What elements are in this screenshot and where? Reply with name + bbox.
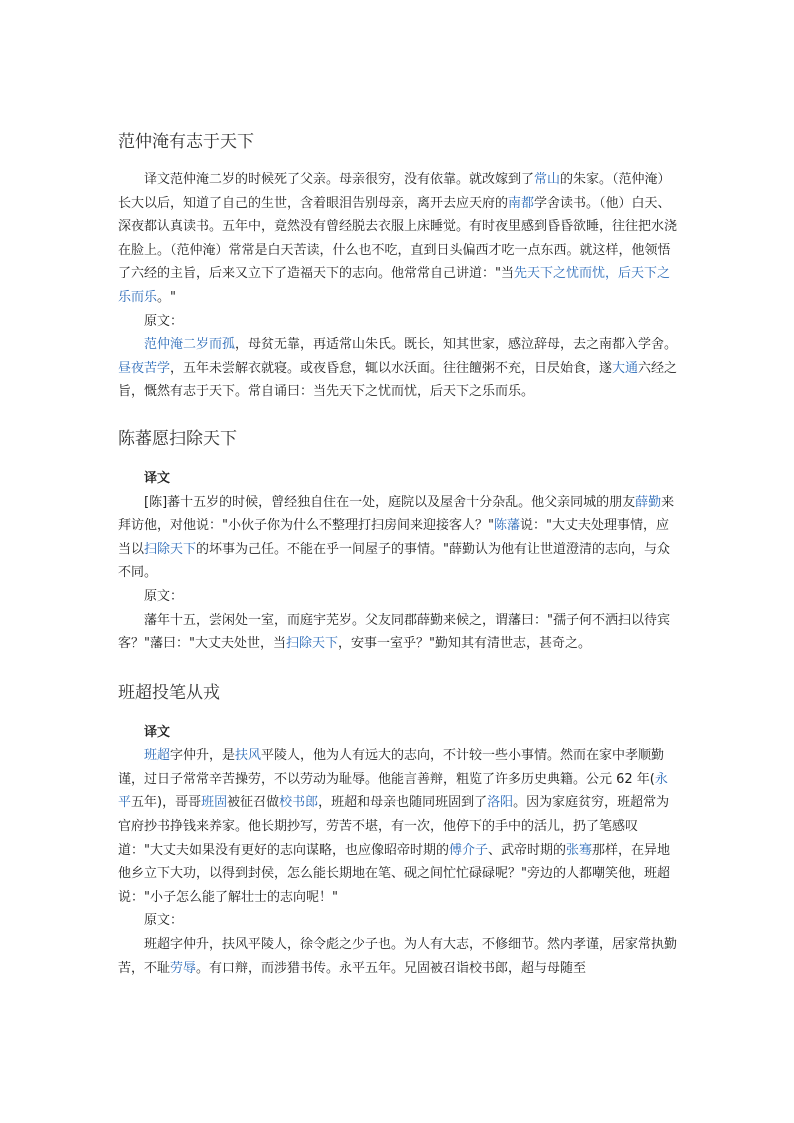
text-run: 来拜访他，对他说："小伙子你为什么不整理打扫房间来迎接客人？" <box>118 494 675 534</box>
translation-label: 译文 <box>144 724 171 740</box>
document-body <box>118 128 678 980</box>
text-run: 。因为家庭贫穷，班超常为官府抄书挣钱来养家。他长期抄写，劳苦不堪，有一次，他停下的手中的活儿，扔了笔感叹道："大丈夫如果没有更好的志向谋略，也应像昭帝时期的 <box>118 795 670 858</box>
text-run: 平陵人，他为人有远大的志向，不计较一些小事情。然而在家中孝顺勤谨，过日子常常辛苦操劳，不以劳动为耻辱。他能言善辩，粗览了许多历史典籍。公元 62 年( <box>118 748 665 787</box>
original-paragraph <box>118 333 678 404</box>
text-link[interactable]: 张骞 <box>566 842 593 858</box>
original-paragraph <box>118 933 678 980</box>
text-link[interactable]: 常山 <box>534 172 561 187</box>
text-run: 那样，在异地他乡立下大功，以得到封侯，怎么能长期地在笔、砚之间忙忙碌碌呢？"旁边的人都嘲笑他，班超说："小子怎么能了解壮士的志向呢！" <box>118 842 671 905</box>
text-run: 的坏事为己任。不能在乎一间屋子的事情。"薛勤认为他有让世道澄清的志向，与众不同。 <box>118 541 671 581</box>
original-label: 原文： <box>144 913 184 929</box>
text-run: 班超字仲升，扶风平陵人，徐令彪之少子也。为人有大志，不修细节。然内孝谨，居家常执勤苦，不耻 <box>118 937 678 976</box>
text-run: 藩年十五，尝闲处一室，而庭宇芜岁。父友同郡薛勤来候之，谓藩曰："孺子何不洒扫以待宾客？"藩曰："大丈夫处世，当 <box>118 612 670 652</box>
text-run: [陈]蕃十五岁的时候，曾经独自住在一处，庭院以及屋舍十分杂乱。他父亲同城的朋友 <box>144 494 636 510</box>
text-link[interactable]: 洛阳 <box>487 795 514 811</box>
text-link[interactable]: 大通 <box>612 360 639 376</box>
section-title: 陈蕃愿扫除天下 <box>118 428 237 449</box>
text-link[interactable]: 先天下之忧而忧，后天下之乐而乐 <box>118 266 670 305</box>
translation-paragraph <box>118 491 678 585</box>
text-link[interactable]: 范仲淹二岁而孤 <box>144 337 236 353</box>
text-link[interactable]: 扫除天下 <box>144 541 197 557</box>
translation-paragraph <box>118 744 678 909</box>
text-run: 学舍读书。（他）白天、深夜都认真读书。五年中，竟然没有曾经脱去衣服上床睡觉。有时夜里感到昏昏欲睡，往往把水浇在脸上。（范仲淹）常常是白天苦读，什么也不吃，直到日头偏西才吃一点东西。就这样，他领悟了六经的主旨，后来又立下了造福天下的志向。他常常自己讲道："当 <box>118 195 678 282</box>
text-run: ，母贫无靠，再适常山朱氏。既长，知其世家，感泣辞母，去之南都入学舍。 <box>235 337 678 353</box>
section-fan-zhongyan <box>118 128 678 404</box>
text-run: 、武帝时期的 <box>488 842 567 858</box>
text-link[interactable]: 劳辱 <box>170 960 197 976</box>
original-label: 原文： <box>144 588 184 604</box>
text-link[interactable]: 薛勤 <box>635 494 662 510</box>
text-link[interactable]: 扶风 <box>235 748 262 764</box>
text-link[interactable]: 班超 <box>144 748 171 764</box>
section-chen-fan <box>118 425 678 656</box>
text-run: 。有口辩，而涉猎书传。永平五年。兄固被召诣校书郎，超与母随至 <box>196 960 587 976</box>
text-run: 的朱家。（范仲淹）长大以后，知道了自己的生世，含着眼泪告别母亲，离开去应天府的 <box>118 172 671 211</box>
text-run: 字仲升，是 <box>170 748 236 764</box>
text-run: ，五年未尝解衣就寝。或夜昏怠，辄以水沃面。往往饘粥不充，日昃始食，遂 <box>170 360 613 376</box>
original-paragraph <box>118 609 678 656</box>
original-label: 原文： <box>144 313 184 329</box>
text-link[interactable]: 昼夜苦学 <box>118 360 171 376</box>
text-run: 五年)，哥哥 <box>131 795 202 811</box>
text-link[interactable]: 永平 <box>118 771 668 811</box>
text-run: 被征召做 <box>227 795 280 811</box>
text-run: ，安事一室乎？"勤知其有清世志，甚奇之。 <box>337 636 591 652</box>
section-title: 范仲淹有志于天下 <box>118 132 254 152</box>
text-link[interactable]: 陈藩 <box>493 518 520 534</box>
text-run: 六经之旨，慨然有志于天下。常自诵曰：当先天下之忧而忧，后天下之乐而乐。 <box>118 360 678 400</box>
text-link[interactable]: 扫除天下 <box>285 636 338 652</box>
translation-label: 译文 <box>144 470 171 486</box>
text-link[interactable]: 校书郎 <box>279 795 319 811</box>
text-run: ，班超和母亲也随同班固到了 <box>318 795 488 811</box>
translation-paragraph <box>118 168 678 310</box>
text-run: 说："大丈夫处理事情，应当以 <box>118 518 669 557</box>
text-link[interactable]: 班固 <box>201 795 228 811</box>
text-run: 译文范仲淹二岁的时候死了父亲。母亲很穷，没有依靠。就改嫁到了 <box>144 172 535 187</box>
text-link[interactable]: 南都 <box>508 195 535 211</box>
text-run: 。" <box>157 289 176 305</box>
text-link[interactable]: 傅介子 <box>448 842 488 858</box>
section-title: 班超投笔从戎 <box>118 682 220 703</box>
section-ban-chao <box>118 679 678 981</box>
